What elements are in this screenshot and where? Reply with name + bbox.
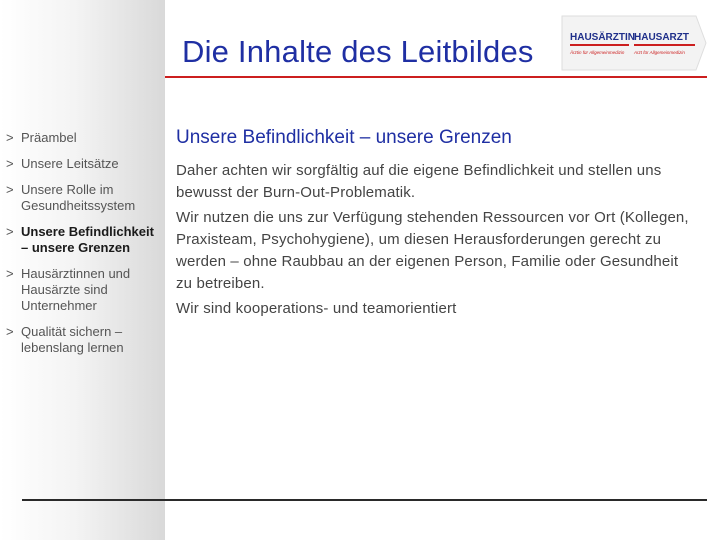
sidebar-nav — [6, 130, 171, 356]
nav-item-label: Gesundheitssystem — [21, 198, 136, 213]
paragraph-1: Daher achten wir sorgfältig auf die eigene Befindlichkeit und stellen uns bewusst der Burn-Out-Problematik. — [176, 162, 662, 201]
nav-item-praeambel[interactable] — [6, 130, 171, 146]
paragraph-2: Wir nutzen die uns zur Verfügung stehenden Ressourcen vor Ort (Kollegen, Praxisteam, Psychohygiene), um diesen Herausforderungen gerecht zu werden – ohne Raubbau an der eigenen Person, Familie oder Gesundheit zu betreiben. — [176, 209, 689, 292]
chevron-right-icon: > — [6, 156, 14, 171]
nav-item-rolle[interactable] — [6, 182, 171, 214]
nav-item-label: Hausärzte sind — [21, 282, 108, 297]
section-heading: Unsere Befindlichkeit – unsere Grenzen — [176, 127, 512, 148]
logo-right-word: HAUSARZT — [634, 32, 689, 43]
chevron-right-icon: > — [6, 130, 14, 145]
nav-item-label: Unsere Rolle im — [21, 182, 114, 197]
nav-item-befindlichkeit[interactable] — [6, 224, 171, 256]
title-underline — [165, 76, 707, 78]
nav-item-leitsaetze[interactable] — [6, 156, 171, 172]
logo-left-tagline: Ärztin für Allgemeinmedizin — [570, 50, 625, 55]
paragraph-3: Wir sind kooperations- und teamorientiert — [176, 300, 457, 317]
chevron-right-icon: > — [6, 224, 14, 239]
nav-item-label: Qualität sichern – — [21, 324, 123, 339]
nav-item-qualitaet[interactable] — [6, 324, 171, 356]
nav-item-label: Unsere Leitsätze — [21, 156, 119, 171]
slide-title: Die Inhalte des Leitbildes — [182, 34, 534, 69]
nav-item-unternehmer[interactable] — [6, 266, 171, 314]
nav-item-label: lebenslang lernen — [21, 340, 124, 355]
hausarzt-logo — [558, 14, 708, 72]
chevron-right-icon: > — [6, 266, 14, 281]
chevron-right-icon: > — [6, 324, 14, 339]
logo-right-tagline: Arzt für Allgemeinmedizin — [634, 50, 685, 55]
chevron-right-icon: > — [6, 182, 14, 197]
nav-item-label: Unsere Befindlichkeit — [21, 224, 154, 239]
nav-item-label: Hausärztinnen und — [21, 266, 131, 281]
nav-item-label: Präambel — [21, 130, 77, 145]
nav-item-label: – unsere Grenzen — [21, 240, 131, 255]
nav-item-label: Unternehmer — [21, 298, 97, 313]
footer-divider — [22, 499, 707, 501]
logo-left-word: HAUSÄRZTIN — [570, 32, 635, 43]
